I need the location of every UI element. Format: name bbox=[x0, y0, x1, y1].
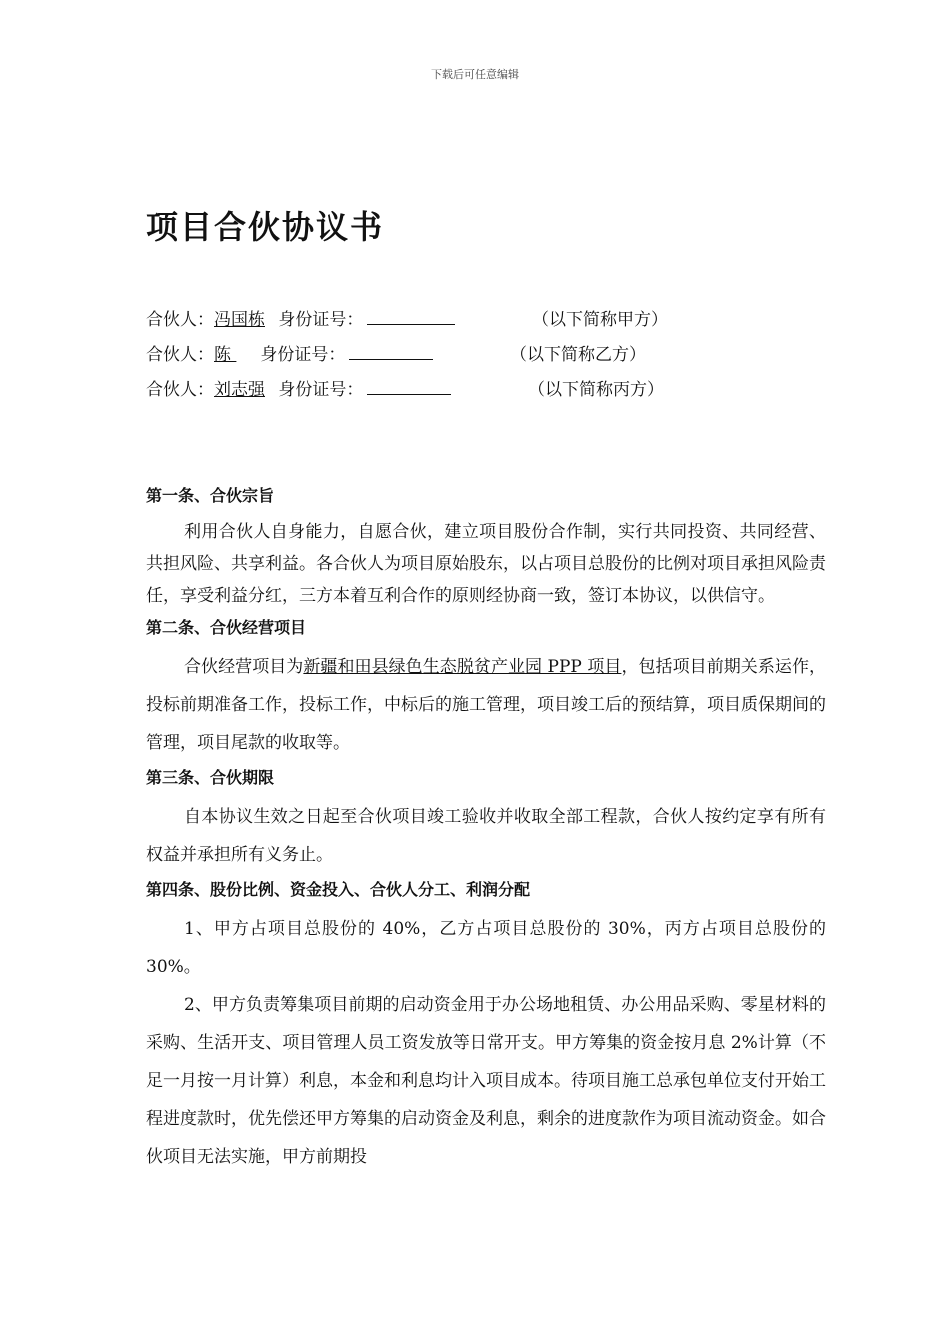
id-label: 身份证号： bbox=[260, 345, 346, 365]
party-abbreviation: （以下简称丙方） bbox=[528, 380, 664, 400]
section-2-heading: 第二条、合伙经营项目 bbox=[146, 618, 307, 637]
party-abbreviation: （以下简称乙方） bbox=[510, 345, 646, 365]
partner-name: 陈 bbox=[214, 345, 237, 365]
partner-line-3 bbox=[146, 375, 664, 400]
section-4-heading: 第四条、股份比例、资金投入、合伙人分工、利润分配 bbox=[146, 880, 531, 899]
document-title: 项目合伙协议书 bbox=[146, 208, 385, 246]
id-blank bbox=[349, 343, 433, 360]
partner-line-1 bbox=[146, 305, 668, 330]
partner-name: 冯国栋 bbox=[214, 310, 265, 330]
id-label: 身份证号： bbox=[278, 380, 364, 400]
section-2-body: 合伙经营项目为新疆和田县绿色生态脱贫产业园 PPP 项目，包括项目前期关系运作，投标前期准备工作，投标工作，中标后的施工管理，项目竣工后的预结算，项目质保期间的管理，项目尾款的收取等。 bbox=[146, 657, 827, 753]
partner-name: 刘志强 bbox=[214, 380, 265, 400]
section-4-item-2: 2、甲方负责筹集项目前期的启动资金用于办公场地租赁、办公用品采购、零星材料的采购、生活开支、项目管理人员工资发放等日常开支。甲方筹集的资金按月息 2%计算（不足一月按一月计算）利息，本金和利息均计入项目成本。待项目施工总承包单位支付开始工程进度款时，优先偿还甲方筹集的启动资金及利息，剩余的进度款作为项目流动资金。如合伙项目无法实施，甲方前期投 bbox=[146, 995, 826, 1167]
agreement-body bbox=[146, 480, 826, 1176]
section-3-body: 自本协议生效之日起至合伙项目竣工验收并收取全部工程款，合伙人按约定享有所有权益并承担所有义务止。 bbox=[146, 807, 826, 865]
project-name: 新疆和田县绿色生态脱贫产业园 PPP 项目 bbox=[303, 657, 622, 677]
party-abbreviation: （以下简称甲方） bbox=[532, 310, 668, 330]
partner-line-2 bbox=[146, 340, 646, 365]
partner-label: 合伙人： bbox=[146, 345, 214, 365]
section-1-heading: 第一条、合伙宗旨 bbox=[146, 486, 275, 505]
page-header-note: 下载后可任意编辑 bbox=[431, 68, 519, 81]
partner-label: 合伙人： bbox=[146, 310, 214, 330]
id-blank bbox=[367, 378, 451, 395]
id-label: 身份证号： bbox=[278, 310, 364, 330]
section-1-body: 利用合伙人自身能力，自愿合伙，建立项目股份合作制，实行共同投资、共同经营、共担风险、共享利益。各合伙人为项目原始股东，以占项目总股份的比例对项目承担风险责任，享受利益分红，三方本着互利合作的原则经协商一致，签订本协议，以供信守。 bbox=[146, 522, 826, 606]
section-4-item-1: 1、甲方占项目总股份的 40%，乙方占项目总股份的 30%，丙方占项目总股份的 30%。 bbox=[146, 919, 826, 977]
partner-label: 合伙人： bbox=[146, 380, 214, 400]
section-3-heading: 第三条、合伙期限 bbox=[146, 768, 275, 787]
id-blank bbox=[367, 308, 455, 325]
